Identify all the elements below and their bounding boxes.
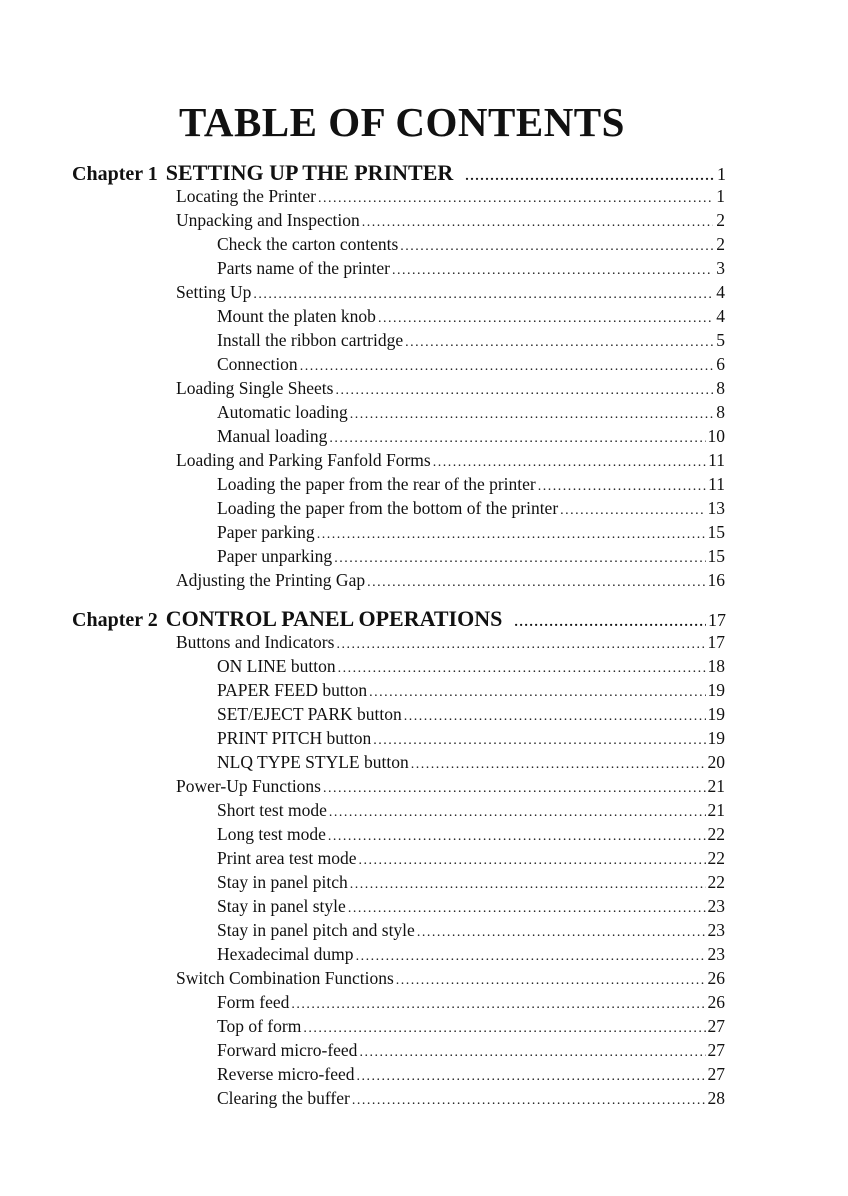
toc-entry[interactable]: [217, 426, 725, 447]
dot-leader: [367, 575, 705, 591]
toc-entry[interactable]: [217, 402, 725, 423]
entry-label: Hexadecimal dump: [217, 944, 354, 964]
toc-entry[interactable]: [217, 546, 725, 567]
entry-label: PRINT PITCH button: [217, 728, 372, 748]
dot-leader: [538, 479, 706, 495]
entry-label: PAPER FEED button: [217, 680, 368, 700]
page-number: 1: [717, 164, 726, 184]
toc-entry[interactable]: [217, 920, 725, 941]
dot-leader: [328, 829, 706, 845]
dot-leader: [396, 973, 706, 989]
page-number: 23: [707, 944, 725, 964]
dot-leader: [357, 1069, 706, 1085]
toc-entry[interactable]: [217, 234, 725, 255]
page-number: 8: [716, 402, 725, 422]
dot-leader: [317, 527, 706, 543]
entry-label: Locating the Printer: [176, 186, 316, 206]
entry-label: Stay in panel style: [217, 896, 346, 916]
entry-label: Form feed: [217, 992, 290, 1012]
entry-label: Long test mode: [217, 824, 326, 844]
toc-entry[interactable]: [217, 522, 725, 543]
entry-label: Manual loading: [217, 426, 328, 446]
page-title: TABLE OF CONTENTS: [179, 99, 625, 145]
page-number: 27: [707, 1016, 725, 1036]
page-number: 6: [716, 354, 725, 374]
dot-leader: [303, 1021, 705, 1037]
page-number: 4: [716, 306, 725, 326]
entry-label: Loading Single Sheets: [176, 378, 334, 398]
entry-label: Print area test mode: [217, 848, 357, 868]
toc-entry[interactable]: [217, 944, 725, 965]
toc-entry[interactable]: [176, 282, 725, 303]
page-number: 28: [707, 1088, 725, 1108]
entry-label: Stay in panel pitch: [217, 872, 348, 892]
page-number: 19: [707, 680, 725, 700]
page-number: 11: [708, 474, 725, 494]
dot-leader: [373, 733, 705, 749]
dot-leader: [433, 455, 706, 471]
toc-entry[interactable]: [176, 210, 725, 231]
entry-label: Connection: [217, 354, 298, 374]
toc-entry[interactable]: [217, 752, 725, 773]
toc-entry[interactable]: [217, 656, 725, 677]
dot-leader: [369, 685, 705, 701]
entry-label: Check the carton contents: [217, 234, 399, 254]
chapter-title: CONTROL PANEL OPERATIONS: [165, 606, 503, 631]
page-number: 8: [716, 378, 725, 398]
toc-entry[interactable]: [217, 474, 725, 495]
dot-leader: [335, 383, 713, 399]
chapter-number: Chapter 1: [72, 163, 158, 185]
page-number: 21: [707, 800, 725, 820]
dot-leader: [358, 853, 705, 869]
page-number: 22: [707, 848, 725, 868]
entry-label: Clearing the buffer: [217, 1088, 350, 1108]
page-number: 27: [707, 1064, 725, 1084]
toc-entry[interactable]: [217, 258, 725, 279]
dot-leader: [411, 757, 706, 773]
entry-label: Switch Combination Functions: [176, 968, 394, 988]
toc-entry[interactable]: [217, 1064, 725, 1085]
entry-label: Top of form: [217, 1016, 302, 1036]
toc-entry[interactable]: [217, 848, 725, 869]
toc-entry[interactable]: [217, 306, 725, 327]
page-number: 26: [707, 992, 725, 1012]
page-number: 21: [707, 776, 725, 796]
dot-leader: [291, 997, 705, 1013]
dot-leader: [300, 359, 713, 375]
dot-leader: [348, 901, 706, 917]
toc-entry[interactable]: [217, 498, 725, 519]
entry-label: Loading the paper from the rear of the printer: [217, 474, 536, 494]
entry-label: Paper unparking: [217, 546, 333, 566]
chapter-heading[interactable]: [72, 160, 726, 186]
dot-leader: [514, 615, 706, 631]
page-number: 11: [708, 450, 725, 470]
dot-leader: [318, 191, 713, 207]
dot-leader: [465, 169, 714, 185]
entry-label: Loading and Parking Fanfold Forms: [176, 450, 431, 470]
page-number: 1: [716, 186, 725, 206]
entry-label: Buttons and Indicators: [176, 632, 335, 652]
page-number: 23: [707, 896, 725, 916]
toc-entry[interactable]: [176, 570, 725, 591]
dot-leader: [560, 503, 705, 519]
toc-entry[interactable]: [217, 1016, 725, 1037]
page-number: 15: [707, 522, 725, 542]
chapter-heading[interactable]: [72, 606, 726, 632]
toc-entry[interactable]: [217, 896, 725, 917]
page-number: 19: [707, 728, 725, 748]
dot-leader: [392, 263, 713, 279]
page-number: 26: [707, 968, 725, 988]
entry-label: SET/EJECT PARK button: [217, 704, 402, 724]
page-number: 4: [716, 282, 725, 302]
dot-leader: [400, 239, 713, 255]
page-number: 3: [716, 258, 725, 278]
toc-entry[interactable]: [217, 992, 725, 1013]
entry-label: Power-Up Functions: [176, 776, 321, 796]
chapter-number: Chapter 2: [72, 609, 158, 631]
entry-label: Forward micro-feed: [217, 1040, 358, 1060]
chapter-title: SETTING UP THE PRINTER: [165, 160, 454, 185]
page-number: 17: [707, 632, 725, 652]
toc-entry[interactable]: [176, 968, 725, 989]
entry-label: Short test mode: [217, 800, 327, 820]
entry-label: Reverse micro-feed: [217, 1064, 355, 1084]
page-number: 2: [716, 234, 725, 254]
entry-label: Mount the platen knob: [217, 306, 376, 326]
dot-leader: [253, 287, 713, 303]
entry-label: Automatic loading: [217, 402, 348, 422]
entry-label: Parts name of the printer: [217, 258, 391, 278]
entry-label: ON LINE button: [217, 656, 336, 676]
toc-entry[interactable]: [217, 728, 725, 749]
page-number: 23: [707, 920, 725, 940]
toc-entry[interactable]: [217, 704, 725, 725]
page-number: 20: [707, 752, 725, 772]
dot-leader: [352, 1093, 706, 1109]
dot-leader: [405, 335, 713, 351]
toc-entry[interactable]: [217, 1088, 725, 1109]
page-number: 18: [707, 656, 725, 676]
toc-entry[interactable]: [176, 378, 725, 399]
toc-entry[interactable]: [217, 872, 725, 893]
dot-leader: [404, 709, 706, 725]
toc-entry[interactable]: [217, 330, 725, 351]
page-number: 2: [716, 210, 725, 230]
entry-label: Unpacking and Inspection: [176, 210, 360, 230]
page-number: 19: [707, 704, 725, 724]
page-number: 22: [707, 824, 725, 844]
dot-leader: [329, 805, 706, 821]
dot-leader: [417, 925, 706, 941]
toc-entry[interactable]: [217, 800, 725, 821]
toc-entry[interactable]: [217, 824, 725, 845]
page-number: 15: [707, 546, 725, 566]
page-number: 27: [707, 1040, 725, 1060]
entry-label: Loading the paper from the bottom of the printer: [217, 498, 559, 518]
dot-leader: [350, 407, 713, 423]
dot-leader: [336, 637, 705, 653]
toc-entry[interactable]: [217, 354, 725, 375]
page-number: 13: [707, 498, 725, 518]
dot-leader: [362, 215, 713, 231]
entry-label: Adjusting the Printing Gap: [176, 570, 366, 590]
page-number: 10: [707, 426, 725, 446]
dot-leader: [338, 661, 706, 677]
dot-leader: [356, 949, 706, 965]
toc-entry[interactable]: [176, 776, 725, 797]
dot-leader: [329, 431, 705, 447]
dot-leader: [323, 781, 706, 797]
page-number: 16: [707, 570, 725, 590]
dot-leader: [334, 551, 705, 567]
entry-label: Install the ribbon cartridge: [217, 330, 404, 350]
dot-leader: [350, 877, 706, 893]
dot-leader: [378, 311, 713, 327]
toc-entry[interactable]: [176, 450, 725, 471]
entry-label: Stay in panel pitch and style: [217, 920, 415, 940]
toc-entry[interactable]: [217, 1040, 725, 1061]
entry-label: Setting Up: [176, 282, 252, 302]
toc-entry[interactable]: [217, 680, 725, 701]
page-number: 17: [708, 610, 726, 630]
entry-label: Paper parking: [217, 522, 315, 542]
dot-leader: [359, 1045, 705, 1061]
entry-label: NLQ TYPE STYLE button: [217, 752, 409, 772]
toc-entry[interactable]: [176, 186, 725, 207]
page-number: 5: [716, 330, 725, 350]
page-number: 22: [707, 872, 725, 892]
toc-entry[interactable]: [176, 632, 725, 653]
